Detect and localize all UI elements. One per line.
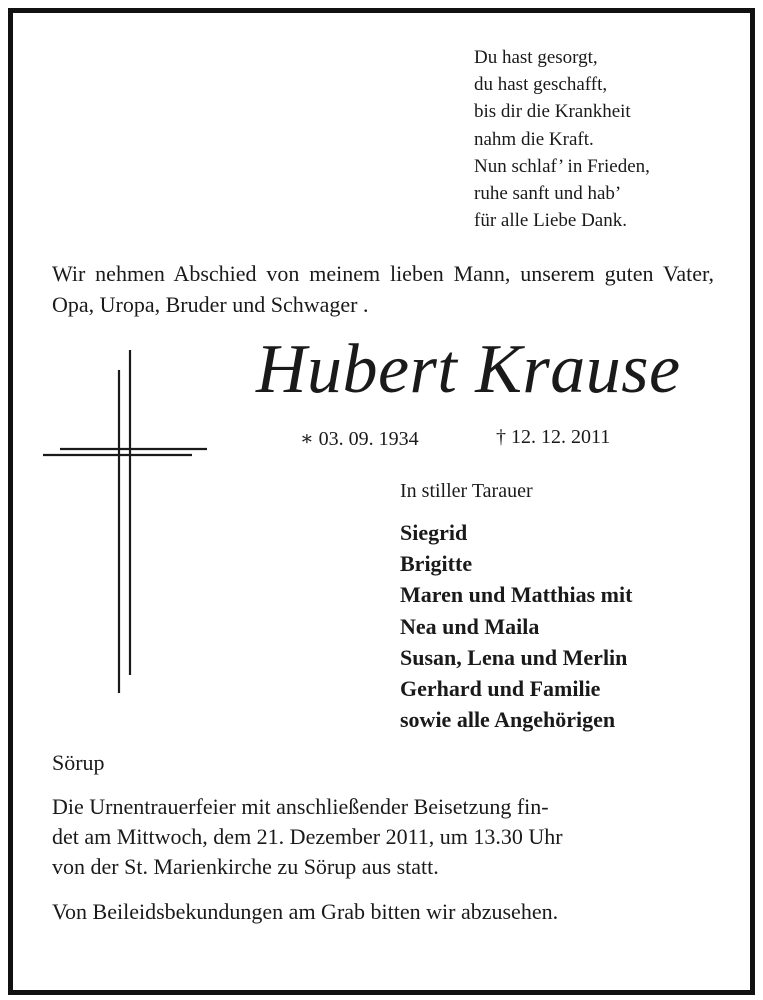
family-line: Maren und Matthias mit [400, 582, 633, 608]
service-info [52, 792, 714, 882]
intro-text: Wir nehmen Abschied von meinem lieben Mann, unserem guten Vater, Opa, Uropa, Bruder und Schwager . [52, 261, 714, 317]
place-name: Sörup [52, 750, 105, 775]
family-line: Siegrid [400, 520, 468, 545]
poem-line: du hast geschafft, [474, 74, 608, 96]
family-line: Brigitte [400, 551, 473, 577]
mourning-line: In stiller Tarauer [400, 480, 533, 502]
family-line: Gerhard und Familie [400, 676, 601, 702]
service-line: det am Mittwoch, dem 21. Dezember 2011, um 13.30 Uhr [52, 824, 563, 849]
family-line: Susan, Lena und Merlin [400, 644, 628, 670]
death-date: † 12. 12. 2011 [496, 426, 611, 448]
service-line: von der St. Marienkirche zu Sörup aus statt. [52, 854, 439, 879]
birth-date: ∗ 03. 09. 1934 [300, 428, 419, 450]
family-line: sowie alle Angehörigen [400, 707, 616, 733]
poem-line: Du hast gesorgt, [474, 47, 598, 68]
poem [474, 44, 650, 234]
poem-line: für alle Liebe Dank. [474, 210, 627, 232]
poem-line: bis dir die Krankheit [474, 101, 631, 123]
cross-icon [40, 345, 215, 700]
poem-line: Nun schlaf’ in Frieden, [474, 155, 650, 177]
family-line: Nea und Maila [400, 613, 540, 639]
poem-line: nahm die Kraft. [474, 128, 594, 150]
deceased-name: Hubert Krause [256, 331, 681, 408]
family-list [400, 517, 632, 735]
service-line: Die Urnentrauerfeier mit anschließender Beisetzung fin- [52, 794, 549, 819]
condolence-note: Von Beileidsbekundungen am Grab bitten wir abzusehen. [52, 899, 559, 924]
poem-line: ruhe sanft und hab’ [474, 183, 622, 205]
